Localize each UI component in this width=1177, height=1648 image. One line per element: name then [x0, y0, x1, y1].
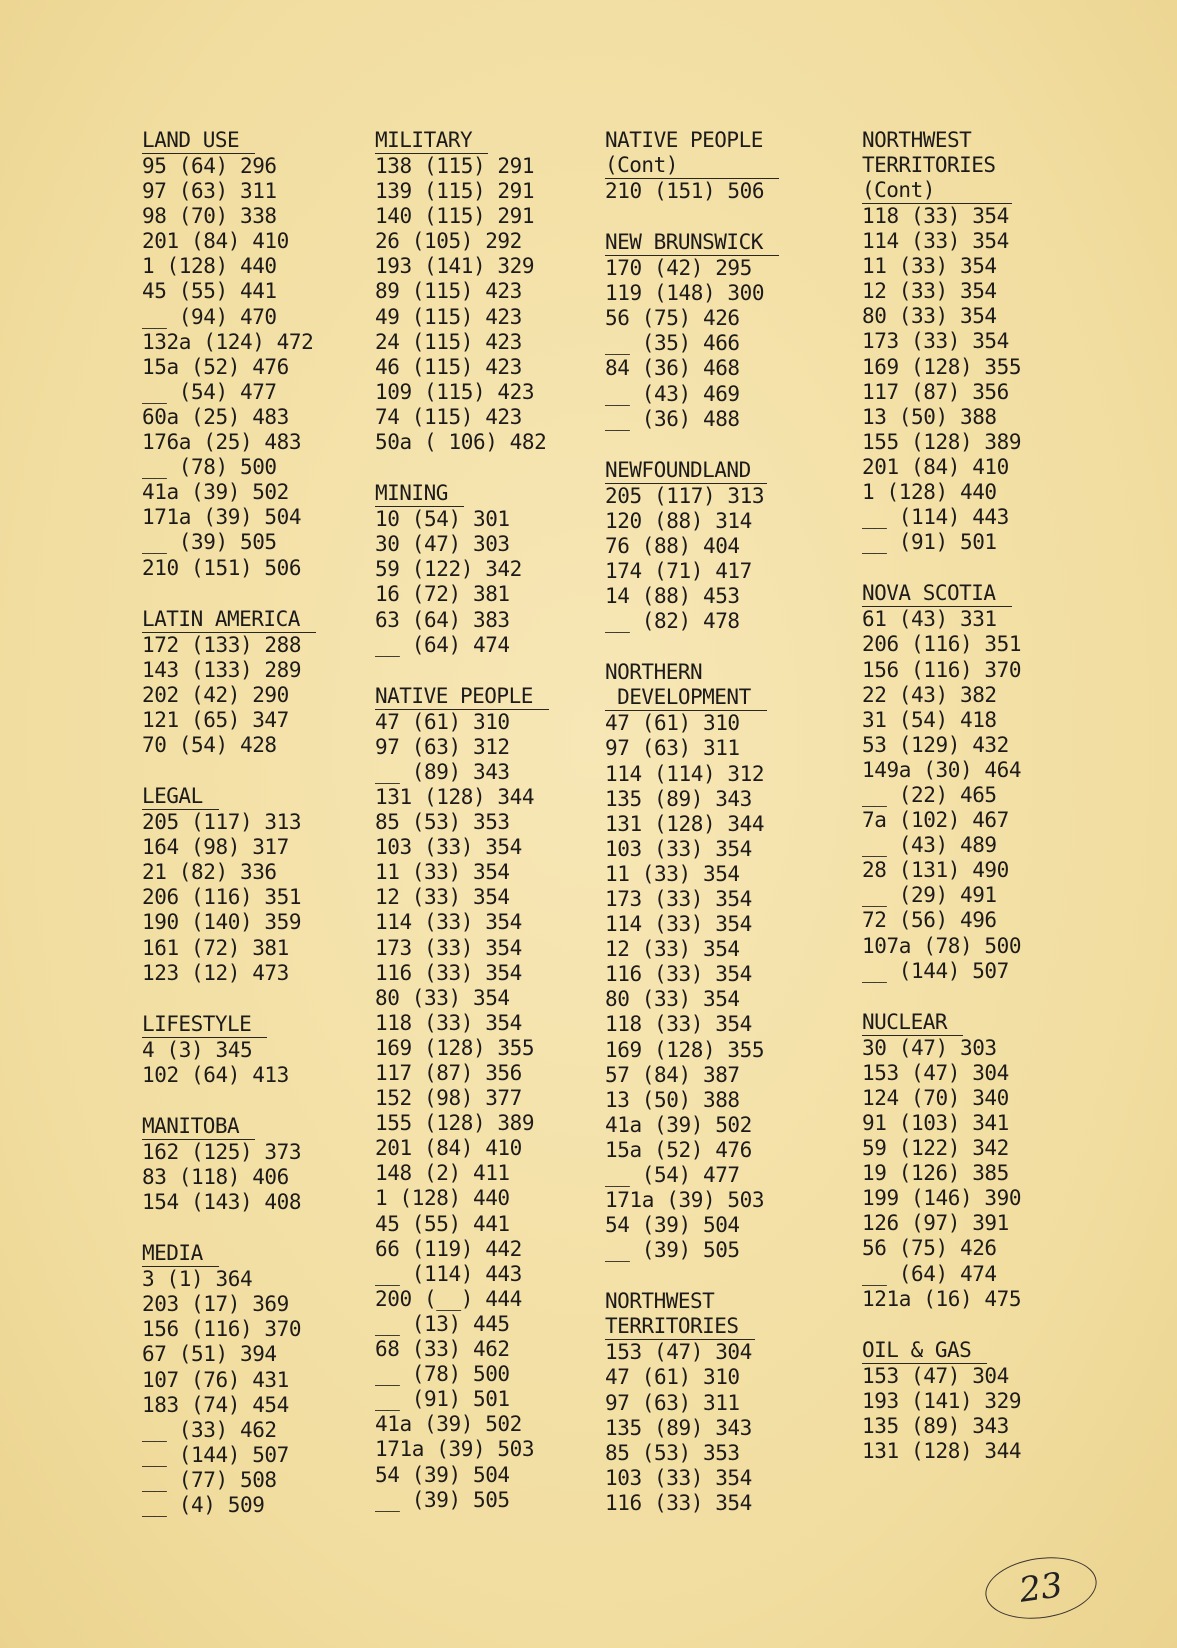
index-entry: 114 (33) 354	[375, 910, 522, 935]
section-heading-line: MILITARY	[375, 128, 473, 152]
page-number: 23	[981, 1550, 1100, 1625]
index-entry: 202 (42) 290	[142, 682, 289, 707]
section-heading-line: OIL & GAS	[862, 1337, 972, 1362]
index-entry: 156 (116) 370	[862, 657, 1022, 682]
index-section	[862, 128, 1102, 555]
section-heading	[862, 1010, 963, 1036]
index-entry: 114 (33) 354	[862, 229, 1009, 254]
index-entry: 83 (118) 406	[142, 1165, 289, 1189]
section-heading	[605, 230, 779, 256]
index-entry: __ (91) 501	[862, 530, 997, 555]
section-heading-line: (Cont)	[862, 178, 935, 202]
index-entry: 126 (97) 391	[862, 1211, 1009, 1236]
index-entry: 85 (53) 353	[375, 810, 510, 835]
index-entry: 193 (141) 329	[862, 1388, 1022, 1413]
index-entry: 118 (33) 354	[375, 1010, 522, 1035]
index-entry: 171a (39) 503	[605, 1188, 765, 1213]
index-entry: 59 (122) 342	[862, 1136, 1009, 1161]
section-heading	[142, 128, 255, 154]
index-entry: 80 (33) 354	[605, 987, 740, 1012]
index-entry: 7a (102) 467	[862, 808, 1009, 833]
index-entry: 116 (33) 354	[375, 960, 522, 985]
section-heading	[862, 128, 1012, 204]
index-entry: 138 (115) 291	[375, 154, 535, 178]
index-entry: 174 (71) 417	[605, 559, 752, 584]
index-entry: 132a (124) 472	[142, 329, 314, 354]
index-entry: 21 (82) 336	[142, 860, 277, 885]
index-entry: 12 (33) 354	[605, 937, 740, 962]
index-section	[142, 784, 382, 986]
index-entry: 97 (63) 312	[375, 734, 510, 759]
index-entry: __ (89) 343	[375, 759, 510, 784]
index-section	[142, 1114, 382, 1215]
index-entry: 107a (78) 500	[862, 933, 1022, 958]
index-entry: 103 (33) 354	[605, 836, 752, 861]
index-column-1	[142, 128, 382, 1544]
index-entry: 210 (151) 506	[142, 555, 302, 580]
index-entry: __ (82) 478	[605, 609, 740, 634]
index-section	[605, 128, 845, 204]
index-entry: 1 (128) 440	[375, 1186, 510, 1211]
index-section	[142, 1241, 382, 1518]
index-section	[862, 1338, 1102, 1464]
index-entry: 205 (117) 313	[142, 810, 302, 835]
index-entry: 47 (61) 310	[375, 709, 510, 734]
section-heading-line: LIFESTYLE	[142, 1011, 252, 1036]
index-entry: 121a (16) 475	[862, 1286, 1022, 1311]
index-entry: __ (78) 500	[375, 1362, 510, 1387]
index-entry: __ (39) 505	[605, 1238, 740, 1263]
index-entry: 41a (39) 502	[605, 1112, 752, 1137]
index-entry: 13 (50) 388	[862, 404, 997, 429]
index-entry: 70 (54) 428	[142, 732, 277, 757]
index-entry: 11 (33) 354	[605, 861, 740, 886]
index-entry: 153 (47) 304	[862, 1060, 1009, 1085]
section-heading	[862, 581, 1012, 607]
index-entry: 117 (87) 356	[375, 1061, 522, 1085]
index-entry: 67 (51) 394	[142, 1342, 277, 1367]
index-entry: 30 (47) 303	[862, 1035, 997, 1060]
index-entry: 14 (88) 453	[605, 584, 740, 609]
index-entry: 54 (39) 504	[375, 1462, 510, 1487]
index-entry: 102 (64) 413	[142, 1062, 289, 1087]
index-entry: 161 (72) 381	[142, 935, 289, 960]
index-section	[605, 660, 845, 1263]
index-entry: 46 (115) 423	[375, 354, 522, 379]
index-entry: __ (29) 491	[862, 883, 997, 908]
section-heading	[142, 1241, 219, 1267]
index-entry: 206 (116) 351	[862, 632, 1022, 657]
section-heading-line: MANITOBA	[142, 1113, 240, 1138]
section-heading-line: NATIVE PEOPLE	[375, 683, 533, 708]
section-heading-line: LEGAL	[142, 784, 203, 809]
index-entry: 153 (47) 304	[605, 1340, 752, 1365]
index-entry: 123 (12) 473	[142, 960, 289, 985]
index-entry: 135 (89) 343	[605, 786, 752, 811]
index-entry: 171a (39) 504	[142, 505, 302, 530]
index-entry: 148 (2) 411	[375, 1161, 510, 1186]
index-entry: 103 (33) 354	[375, 835, 522, 860]
section-heading-line: LAND USE	[142, 128, 240, 152]
index-entry: 118 (33) 354	[605, 1012, 752, 1037]
index-column-4	[862, 128, 1102, 1490]
index-entry: __ (64) 474	[862, 1261, 997, 1286]
index-entry: 19 (126) 385	[862, 1161, 1009, 1186]
index-entry: 60a (25) 483	[142, 404, 289, 429]
index-entry: 117 (87) 356	[862, 379, 1009, 404]
index-entry: 16 (72) 381	[375, 582, 510, 607]
index-entry: __ (35) 466	[605, 331, 740, 356]
index-entry: 205 (117) 313	[605, 483, 765, 508]
index-entry: 210 (151) 506	[605, 179, 765, 203]
index-section	[375, 128, 615, 455]
index-entry: 135 (89) 343	[862, 1413, 1009, 1438]
section-heading	[862, 1338, 987, 1364]
section-heading-line: (Cont)	[605, 153, 678, 177]
index-entry: 169 (128) 355	[375, 1035, 535, 1060]
index-entry: 149a (30) 464	[862, 757, 1022, 782]
index-entry: 12 (33) 354	[862, 279, 997, 304]
index-entry: 154 (143) 408	[142, 1190, 302, 1215]
index-entry: 173 (33) 354	[605, 886, 752, 911]
index-entry: 3 (1) 364	[142, 1267, 253, 1292]
index-entry: __ (94) 470	[142, 304, 277, 329]
section-heading-line: NORTHWEST	[862, 128, 972, 152]
index-entry: 91 (103) 341	[862, 1111, 1009, 1135]
section-heading	[375, 684, 549, 710]
index-entry: 135 (89) 343	[605, 1415, 752, 1440]
section-heading-line: NATIVE PEOPLE	[605, 128, 763, 152]
section-heading-line: TERRITORIES	[605, 1314, 739, 1339]
section-heading	[605, 1289, 755, 1340]
index-entry: 15a (52) 476	[605, 1137, 752, 1162]
index-section	[375, 684, 615, 1513]
index-entry: 61 (43) 331	[862, 607, 997, 632]
index-entry: 84 (36) 468	[605, 356, 740, 381]
index-entry: 155 (128) 389	[862, 429, 1022, 454]
index-entry: 201 (84) 410	[142, 229, 289, 254]
section-heading-line: NORTHERN	[605, 660, 703, 685]
index-entry: 169 (128) 355	[605, 1037, 765, 1062]
index-entry: 140 (115) 291	[375, 204, 535, 229]
index-entry: 107 (76) 431	[142, 1367, 289, 1392]
index-entry: 206 (116) 351	[142, 885, 302, 910]
index-entry: 11 (33) 354	[862, 254, 997, 279]
index-entry: 118 (33) 354	[862, 204, 1009, 228]
index-entry: 80 (33) 354	[375, 985, 510, 1010]
index-entry: __ (64) 474	[375, 632, 510, 657]
index-entry: 41a (39) 502	[142, 480, 289, 505]
section-heading	[375, 481, 464, 507]
index-entry: 131 (128) 344	[605, 811, 765, 836]
section-heading-line: TERRITORIES	[862, 153, 996, 177]
index-section	[862, 581, 1102, 983]
index-entry: 22 (43) 382	[862, 682, 997, 707]
index-entry: __ (77) 508	[142, 1467, 277, 1492]
section-heading-line: MINING	[375, 481, 448, 506]
index-entry: 31 (54) 418	[862, 707, 997, 732]
index-entry: __ (43) 469	[605, 381, 740, 406]
index-entry: 183 (74) 454	[142, 1392, 289, 1417]
index-entry: 12 (33) 354	[375, 885, 510, 910]
index-section	[605, 1289, 845, 1516]
index-section	[142, 1012, 382, 1088]
index-entry: 56 (75) 426	[862, 1236, 997, 1261]
index-entry: 97 (63) 311	[142, 179, 277, 204]
section-heading	[142, 1012, 267, 1038]
index-section	[142, 607, 382, 758]
index-entry: 97 (63) 311	[605, 1390, 740, 1415]
index-entry: 124 (70) 340	[862, 1085, 1009, 1110]
index-entry: 103 (33) 354	[605, 1465, 752, 1490]
index-entry: 114 (33) 354	[605, 912, 752, 937]
index-entry: 50a ( 106) 482	[375, 430, 547, 455]
index-entry: 63 (64) 383	[375, 607, 510, 632]
index-section	[375, 481, 615, 658]
section-heading	[605, 458, 767, 484]
index-entry: 201 (84) 410	[375, 1136, 522, 1161]
index-section	[605, 230, 845, 432]
index-section	[142, 128, 382, 581]
index-entry: 45 (55) 441	[142, 279, 277, 304]
index-entry: 201 (84) 410	[862, 454, 1009, 479]
index-entry: __ (43) 489	[862, 833, 997, 858]
index-column-2	[375, 128, 615, 1539]
index-entry: 143 (133) 289	[142, 657, 302, 682]
index-entry: 66 (119) 442	[375, 1236, 522, 1261]
index-column-3	[605, 128, 845, 1542]
index-entry: __ (39) 505	[375, 1487, 510, 1512]
index-entry: 171a (39) 503	[375, 1437, 535, 1462]
index-entry: 53 (129) 432	[862, 732, 1009, 757]
index-entry: __ (39) 505	[142, 530, 277, 555]
index-entry: 173 (33) 354	[862, 329, 1009, 354]
index-entry: 173 (33) 354	[375, 935, 522, 960]
section-heading-line: DEVELOPMENT	[605, 685, 751, 710]
section-heading	[605, 660, 767, 711]
index-entry: 156 (116) 370	[142, 1317, 302, 1342]
index-entry: 10 (54) 301	[375, 507, 510, 532]
index-entry: 57 (84) 387	[605, 1062, 740, 1087]
index-entry: 172 (133) 288	[142, 632, 302, 657]
index-entry: 74 (115) 423	[375, 404, 522, 429]
section-heading	[605, 128, 779, 179]
index-entry: 89 (115) 423	[375, 279, 522, 304]
index-entry: 47 (61) 310	[605, 1365, 740, 1390]
index-entry: 199 (146) 390	[862, 1186, 1022, 1211]
section-heading-line: NUCLEAR	[862, 1009, 948, 1034]
index-entry: __ (13) 445	[375, 1311, 510, 1336]
index-entry: __ (54) 477	[605, 1163, 740, 1187]
index-entry: 120 (88) 314	[605, 508, 752, 533]
index-entry: 56 (75) 426	[605, 306, 740, 331]
section-heading	[375, 128, 488, 154]
index-entry: 153 (47) 304	[862, 1363, 1009, 1388]
index-entry: 164 (98) 317	[142, 835, 289, 860]
index-section	[862, 1010, 1102, 1312]
index-entry: 30 (47) 303	[375, 532, 510, 557]
index-entry: 162 (125) 373	[142, 1139, 302, 1164]
index-entry: 47 (61) 310	[605, 711, 740, 736]
index-entry: __ (78) 500	[142, 455, 277, 480]
index-entry: __ (54) 477	[142, 379, 277, 404]
index-entry: 116 (33) 354	[605, 962, 752, 987]
index-entry: 85 (53) 353	[605, 1440, 740, 1465]
index-entry: 45 (55) 441	[375, 1211, 510, 1236]
index-section	[605, 458, 845, 635]
index-entry: 131 (128) 344	[375, 784, 535, 809]
index-entry: __ (144) 507	[142, 1442, 289, 1467]
index-entry: 190 (140) 359	[142, 910, 302, 935]
index-entry: __ (114) 443	[862, 505, 1009, 530]
index-entry: 170 (42) 295	[605, 256, 752, 281]
index-entry: __ (36) 488	[605, 406, 740, 431]
index-entry: 114 (114) 312	[605, 761, 765, 786]
index-entry: 116 (33) 354	[605, 1490, 752, 1515]
index-entry: 24 (115) 423	[375, 329, 522, 354]
index-entry: __ (4) 509	[142, 1493, 265, 1518]
index-entry: 11 (33) 354	[375, 860, 510, 885]
section-heading-line: NEW BRUNSWICK	[605, 230, 763, 255]
section-heading-line: LATIN AMERICA	[142, 606, 300, 631]
index-entry: 119 (148) 300	[605, 281, 765, 306]
section-heading-line: NORTHWEST	[605, 1289, 715, 1314]
index-entry: 97 (63) 311	[605, 736, 740, 761]
index-entry: 203 (17) 369	[142, 1292, 289, 1317]
index-entry: 13 (50) 388	[605, 1087, 740, 1112]
index-entry: __ (33) 462	[142, 1417, 277, 1442]
index-entry: 76 (88) 404	[605, 533, 740, 558]
index-entry: 26 (105) 292	[375, 229, 522, 254]
index-entry: 28 (131) 490	[862, 858, 1009, 883]
index-entry: __ (22) 465	[862, 782, 997, 807]
index-entry: 176a (25) 483	[142, 430, 302, 455]
section-heading-line: NEWFOUNDLAND	[605, 457, 751, 482]
index-entry: 98 (70) 338	[142, 204, 277, 229]
section-heading-line: MEDIA	[142, 1241, 203, 1266]
index-entry: 49 (115) 423	[375, 304, 522, 329]
index-entry: 169 (128) 355	[862, 354, 1022, 379]
index-entry: 193 (141) 329	[375, 254, 535, 279]
index-entry: 200 (__) 444	[375, 1286, 522, 1311]
index-entry: 1 (128) 440	[862, 480, 997, 505]
section-heading	[142, 1114, 255, 1140]
index-entry: 68 (33) 462	[375, 1337, 510, 1362]
index-entry: 155 (128) 389	[375, 1111, 535, 1136]
index-entry: 80 (33) 354	[862, 304, 997, 329]
index-entry: 152 (98) 377	[375, 1086, 522, 1111]
index-entry: 1 (128) 440	[142, 254, 277, 279]
index-entry: 95 (64) 296	[142, 154, 277, 178]
index-entry: 15a (52) 476	[142, 354, 289, 379]
index-entry: 59 (122) 342	[375, 557, 522, 582]
index-entry: 72 (56) 496	[862, 908, 997, 933]
index-entry: __ (114) 443	[375, 1261, 522, 1286]
index-entry: 131 (128) 344	[862, 1439, 1022, 1464]
index-entry: __ (91) 501	[375, 1387, 510, 1412]
index-entry: 139 (115) 291	[375, 179, 535, 204]
index-entry: __ (144) 507	[862, 958, 1009, 983]
section-heading-line: NOVA SCOTIA	[862, 581, 996, 606]
section-heading	[142, 607, 316, 633]
index-entry: 54 (39) 504	[605, 1213, 740, 1238]
index-entry: 109 (115) 423	[375, 379, 535, 404]
index-entry: 41a (39) 502	[375, 1412, 522, 1437]
index-entry: 121 (65) 347	[142, 707, 289, 732]
index-entry: 4 (3) 345	[142, 1037, 253, 1062]
section-heading	[142, 784, 219, 810]
